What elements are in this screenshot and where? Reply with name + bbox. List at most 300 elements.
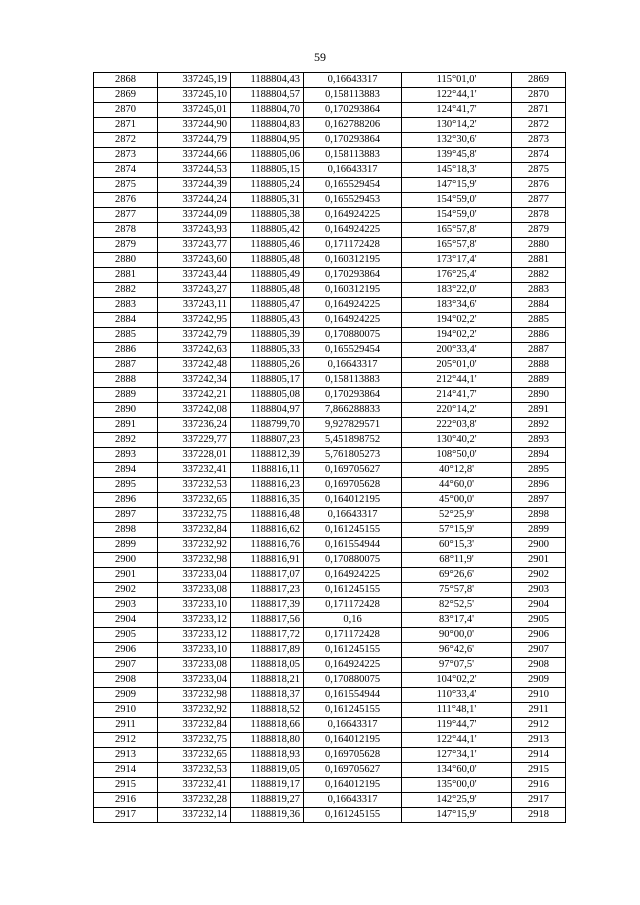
table-row (94, 208, 566, 223)
next-point-cell: 2913 (512, 733, 566, 748)
y-coordinate-cell: 1188817,72 (231, 628, 304, 643)
distance-cell: 0,16643317 (304, 73, 402, 88)
distance-cell: 0,164924225 (304, 298, 402, 313)
direction-angle-cell: 57°15,9' (402, 523, 512, 538)
table-row (94, 238, 566, 253)
coordinates-table-body (94, 73, 566, 823)
x-coordinate-cell: 337232,75 (158, 508, 231, 523)
next-point-cell: 2915 (512, 763, 566, 778)
x-coordinate-cell: 337232,53 (158, 763, 231, 778)
next-point-cell: 2910 (512, 688, 566, 703)
direction-angle-cell: 222°03,8' (402, 418, 512, 433)
x-coordinate-cell: 337233,12 (158, 628, 231, 643)
x-coordinate-cell: 337232,65 (158, 493, 231, 508)
next-point-cell: 2891 (512, 403, 566, 418)
direction-angle-cell: 165°57,8' (402, 223, 512, 238)
x-coordinate-cell: 337244,24 (158, 193, 231, 208)
distance-cell: 0,161245155 (304, 583, 402, 598)
distance-cell: 0,170293864 (304, 133, 402, 148)
y-coordinate-cell: 1188805,06 (231, 148, 304, 163)
x-coordinate-cell: 337232,53 (158, 478, 231, 493)
x-coordinate-cell: 337243,60 (158, 253, 231, 268)
x-coordinate-cell: 337233,10 (158, 643, 231, 658)
next-point-cell: 2897 (512, 493, 566, 508)
table-row (94, 763, 566, 778)
distance-cell: 0,16 (304, 613, 402, 628)
next-point-cell: 2884 (512, 298, 566, 313)
direction-angle-cell: 145°18,3' (402, 163, 512, 178)
point-number-cell: 2878 (94, 223, 158, 238)
x-coordinate-cell: 337232,28 (158, 793, 231, 808)
next-point-cell: 2875 (512, 163, 566, 178)
x-coordinate-cell: 337232,92 (158, 538, 231, 553)
distance-cell: 0,161554944 (304, 688, 402, 703)
distance-cell: 5,761805273 (304, 448, 402, 463)
distance-cell: 0,171172428 (304, 628, 402, 643)
point-number-cell: 2890 (94, 403, 158, 418)
direction-angle-cell: 183°34,6' (402, 298, 512, 313)
distance-cell: 0,170880075 (304, 673, 402, 688)
point-number-cell: 2900 (94, 553, 158, 568)
distance-cell: 0,16643317 (304, 793, 402, 808)
table-row (94, 448, 566, 463)
next-point-cell: 2879 (512, 223, 566, 238)
point-number-cell: 2885 (94, 328, 158, 343)
y-coordinate-cell: 1188804,43 (231, 73, 304, 88)
direction-angle-cell: 176°25,4' (402, 268, 512, 283)
table-row (94, 478, 566, 493)
y-coordinate-cell: 1188817,39 (231, 598, 304, 613)
next-point-cell: 2892 (512, 418, 566, 433)
direction-angle-cell: 75°57,8' (402, 583, 512, 598)
x-coordinate-cell: 337232,98 (158, 688, 231, 703)
page-number: 59 (314, 50, 326, 64)
direction-angle-cell: 139°45,8' (402, 148, 512, 163)
y-coordinate-cell: 1188816,23 (231, 478, 304, 493)
distance-cell: 0,16643317 (304, 358, 402, 373)
table-row (94, 313, 566, 328)
point-number-cell: 2911 (94, 718, 158, 733)
direction-angle-cell: 96°42,6' (402, 643, 512, 658)
y-coordinate-cell: 1188817,56 (231, 613, 304, 628)
y-coordinate-cell: 1188805,48 (231, 283, 304, 298)
distance-cell: 0,164012195 (304, 778, 402, 793)
x-coordinate-cell: 337232,14 (158, 808, 231, 823)
distance-cell: 0,158113883 (304, 373, 402, 388)
distance-cell: 0,16643317 (304, 163, 402, 178)
y-coordinate-cell: 1188805,47 (231, 298, 304, 313)
y-coordinate-cell: 1188816,11 (231, 463, 304, 478)
point-number-cell: 2912 (94, 733, 158, 748)
y-coordinate-cell: 1188804,97 (231, 403, 304, 418)
point-number-cell: 2893 (94, 448, 158, 463)
point-number-cell: 2892 (94, 433, 158, 448)
x-coordinate-cell: 337244,09 (158, 208, 231, 223)
point-number-cell: 2887 (94, 358, 158, 373)
direction-angle-cell: 45°00,0' (402, 493, 512, 508)
table-row (94, 148, 566, 163)
table-row (94, 568, 566, 583)
direction-angle-cell: 154°59,0' (402, 208, 512, 223)
y-coordinate-cell: 1188812,39 (231, 448, 304, 463)
point-number-cell: 2869 (94, 88, 158, 103)
table-row (94, 598, 566, 613)
next-point-cell: 2874 (512, 148, 566, 163)
x-coordinate-cell: 337242,21 (158, 388, 231, 403)
next-point-cell: 2918 (512, 808, 566, 823)
x-coordinate-cell: 337243,93 (158, 223, 231, 238)
y-coordinate-cell: 1188818,66 (231, 718, 304, 733)
next-point-cell: 2893 (512, 433, 566, 448)
point-number-cell: 2886 (94, 343, 158, 358)
next-point-cell: 2895 (512, 463, 566, 478)
distance-cell: 0,158113883 (304, 148, 402, 163)
distance-cell: 0,170880075 (304, 328, 402, 343)
point-number-cell: 2879 (94, 238, 158, 253)
direction-angle-cell: 122°44,1' (402, 733, 512, 748)
y-coordinate-cell: 1188805,31 (231, 193, 304, 208)
x-coordinate-cell: 337236,24 (158, 418, 231, 433)
next-point-cell: 2905 (512, 613, 566, 628)
y-coordinate-cell: 1188819,05 (231, 763, 304, 778)
y-coordinate-cell: 1188816,35 (231, 493, 304, 508)
distance-cell: 0,164924225 (304, 208, 402, 223)
y-coordinate-cell: 1188816,76 (231, 538, 304, 553)
y-coordinate-cell: 1188819,17 (231, 778, 304, 793)
table-row (94, 688, 566, 703)
x-coordinate-cell: 337243,77 (158, 238, 231, 253)
y-coordinate-cell: 1188805,39 (231, 328, 304, 343)
next-point-cell: 2917 (512, 793, 566, 808)
next-point-cell: 2883 (512, 283, 566, 298)
point-number-cell: 2908 (94, 673, 158, 688)
distance-cell: 7,866288833 (304, 403, 402, 418)
y-coordinate-cell: 1188804,70 (231, 103, 304, 118)
point-number-cell: 2883 (94, 298, 158, 313)
table-row (94, 628, 566, 643)
direction-angle-cell: 194°02,2' (402, 328, 512, 343)
y-coordinate-cell: 1188805,42 (231, 223, 304, 238)
direction-angle-cell: 60°15,3' (402, 538, 512, 553)
point-number-cell: 2876 (94, 193, 158, 208)
table-row (94, 388, 566, 403)
point-number-cell: 2904 (94, 613, 158, 628)
next-point-cell: 2887 (512, 343, 566, 358)
direction-angle-cell: 97°07,5' (402, 658, 512, 673)
point-number-cell: 2877 (94, 208, 158, 223)
distance-cell: 0,165529454 (304, 178, 402, 193)
direction-angle-cell: 165°57,8' (402, 238, 512, 253)
point-number-cell: 2872 (94, 133, 158, 148)
point-number-cell: 2871 (94, 118, 158, 133)
x-coordinate-cell: 337232,41 (158, 778, 231, 793)
point-number-cell: 2899 (94, 538, 158, 553)
y-coordinate-cell: 1188805,49 (231, 268, 304, 283)
x-coordinate-cell: 337242,95 (158, 313, 231, 328)
next-point-cell: 2888 (512, 358, 566, 373)
x-coordinate-cell: 337242,48 (158, 358, 231, 373)
distance-cell: 0,162788206 (304, 118, 402, 133)
x-coordinate-cell: 337229,77 (158, 433, 231, 448)
next-point-cell: 2916 (512, 778, 566, 793)
direction-angle-cell: 214°41,7' (402, 388, 512, 403)
direction-angle-cell: 220°14,2' (402, 403, 512, 418)
direction-angle-cell: 134°60,0' (402, 763, 512, 778)
point-number-cell: 2906 (94, 643, 158, 658)
direction-angle-cell: 154°59,0' (402, 193, 512, 208)
distance-cell: 0,170293864 (304, 388, 402, 403)
table-row (94, 73, 566, 88)
x-coordinate-cell: 337233,04 (158, 673, 231, 688)
direction-angle-cell: 83°17,4' (402, 613, 512, 628)
table-row (94, 523, 566, 538)
direction-angle-cell: 110°33,4' (402, 688, 512, 703)
y-coordinate-cell: 1188819,36 (231, 808, 304, 823)
point-number-cell: 2884 (94, 313, 158, 328)
direction-angle-cell: 69°26,6' (402, 568, 512, 583)
table-row (94, 103, 566, 118)
point-number-cell: 2875 (94, 178, 158, 193)
next-point-cell: 2886 (512, 328, 566, 343)
next-point-cell: 2870 (512, 88, 566, 103)
next-point-cell: 2911 (512, 703, 566, 718)
direction-angle-cell: 44°60,0' (402, 478, 512, 493)
next-point-cell: 2912 (512, 718, 566, 733)
table-row (94, 268, 566, 283)
point-number-cell: 2901 (94, 568, 158, 583)
direction-angle-cell: 130°40,2' (402, 433, 512, 448)
distance-cell: 0,164924225 (304, 568, 402, 583)
distance-cell: 0,164012195 (304, 493, 402, 508)
table-row (94, 778, 566, 793)
y-coordinate-cell: 1188805,26 (231, 358, 304, 373)
next-point-cell: 2900 (512, 538, 566, 553)
table-row (94, 673, 566, 688)
direction-angle-cell: 104°02,2' (402, 673, 512, 688)
table-row (94, 748, 566, 763)
direction-angle-cell: 68°11,9' (402, 553, 512, 568)
point-number-cell: 2894 (94, 463, 158, 478)
next-point-cell: 2907 (512, 643, 566, 658)
y-coordinate-cell: 1188805,33 (231, 343, 304, 358)
direction-angle-cell: 111°48,1' (402, 703, 512, 718)
x-coordinate-cell: 337232,41 (158, 463, 231, 478)
next-point-cell: 2872 (512, 118, 566, 133)
x-coordinate-cell: 337233,10 (158, 598, 231, 613)
point-number-cell: 2913 (94, 748, 158, 763)
distance-cell: 0,16643317 (304, 718, 402, 733)
distance-cell: 0,161245155 (304, 703, 402, 718)
y-coordinate-cell: 1188817,89 (231, 643, 304, 658)
distance-cell: 0,16643317 (304, 508, 402, 523)
distance-cell: 0,171172428 (304, 238, 402, 253)
table-row (94, 538, 566, 553)
direction-angle-cell: 212°44,1' (402, 373, 512, 388)
next-point-cell: 2877 (512, 193, 566, 208)
x-coordinate-cell: 337243,11 (158, 298, 231, 313)
point-number-cell: 2917 (94, 808, 158, 823)
direction-angle-cell: 130°14,2' (402, 118, 512, 133)
x-coordinate-cell: 337245,10 (158, 88, 231, 103)
table-row (94, 253, 566, 268)
direction-angle-cell: 127°34,1' (402, 748, 512, 763)
point-number-cell: 2880 (94, 253, 158, 268)
next-point-cell: 2904 (512, 598, 566, 613)
table-row (94, 328, 566, 343)
next-point-cell: 2882 (512, 268, 566, 283)
next-point-cell: 2902 (512, 568, 566, 583)
table-row (94, 808, 566, 823)
point-number-cell: 2915 (94, 778, 158, 793)
distance-cell: 0,161554944 (304, 538, 402, 553)
point-number-cell: 2897 (94, 508, 158, 523)
next-point-cell: 2889 (512, 373, 566, 388)
x-coordinate-cell: 337232,84 (158, 523, 231, 538)
x-coordinate-cell: 337244,39 (158, 178, 231, 193)
direction-angle-cell: 147°15,9' (402, 178, 512, 193)
next-point-cell: 2869 (512, 73, 566, 88)
table-row (94, 643, 566, 658)
direction-angle-cell: 124°41,7' (402, 103, 512, 118)
point-number-cell: 2896 (94, 493, 158, 508)
y-coordinate-cell: 1188805,24 (231, 178, 304, 193)
table-row (94, 583, 566, 598)
x-coordinate-cell: 337244,90 (158, 118, 231, 133)
direction-angle-cell: 90°00,0' (402, 628, 512, 643)
distance-cell: 0,170293864 (304, 103, 402, 118)
table-row (94, 793, 566, 808)
x-coordinate-cell: 337244,66 (158, 148, 231, 163)
x-coordinate-cell: 337242,63 (158, 343, 231, 358)
coordinates-table (93, 72, 566, 823)
distance-cell: 0,161245155 (304, 643, 402, 658)
distance-cell: 0,169705627 (304, 463, 402, 478)
table-row (94, 358, 566, 373)
x-coordinate-cell: 337244,79 (158, 133, 231, 148)
y-coordinate-cell: 1188818,21 (231, 673, 304, 688)
y-coordinate-cell: 1188805,46 (231, 238, 304, 253)
table-row (94, 508, 566, 523)
table-row (94, 613, 566, 628)
table-row (94, 553, 566, 568)
y-coordinate-cell: 1188805,38 (231, 208, 304, 223)
table-row (94, 703, 566, 718)
point-number-cell: 2910 (94, 703, 158, 718)
x-coordinate-cell: 337243,44 (158, 268, 231, 283)
point-number-cell: 2891 (94, 418, 158, 433)
next-point-cell: 2871 (512, 103, 566, 118)
y-coordinate-cell: 1188817,23 (231, 583, 304, 598)
next-point-cell: 2876 (512, 178, 566, 193)
point-number-cell: 2895 (94, 478, 158, 493)
point-number-cell: 2909 (94, 688, 158, 703)
point-number-cell: 2873 (94, 148, 158, 163)
y-coordinate-cell: 1188807,23 (231, 433, 304, 448)
point-number-cell: 2881 (94, 268, 158, 283)
x-coordinate-cell: 337233,04 (158, 568, 231, 583)
y-coordinate-cell: 1188816,62 (231, 523, 304, 538)
distance-cell: 0,158113883 (304, 88, 402, 103)
direction-angle-cell: 82°52,5' (402, 598, 512, 613)
next-point-cell: 2914 (512, 748, 566, 763)
point-number-cell: 2905 (94, 628, 158, 643)
x-coordinate-cell: 337232,65 (158, 748, 231, 763)
distance-cell: 0,165529454 (304, 343, 402, 358)
distance-cell: 0,164924225 (304, 658, 402, 673)
x-coordinate-cell: 337242,34 (158, 373, 231, 388)
point-number-cell: 2903 (94, 598, 158, 613)
point-number-cell: 2914 (94, 763, 158, 778)
next-point-cell: 2894 (512, 448, 566, 463)
next-point-cell: 2878 (512, 208, 566, 223)
table-row (94, 463, 566, 478)
direction-angle-cell: 135°00,0' (402, 778, 512, 793)
direction-angle-cell: 142°25,9' (402, 793, 512, 808)
y-coordinate-cell: 1188818,52 (231, 703, 304, 718)
distance-cell: 0,164924225 (304, 313, 402, 328)
table-row (94, 403, 566, 418)
next-point-cell: 2908 (512, 658, 566, 673)
next-point-cell: 2898 (512, 508, 566, 523)
distance-cell: 0,164924225 (304, 223, 402, 238)
distance-cell: 0,170293864 (304, 268, 402, 283)
point-number-cell: 2888 (94, 373, 158, 388)
x-coordinate-cell: 337233,08 (158, 658, 231, 673)
y-coordinate-cell: 1188799,70 (231, 418, 304, 433)
table-row (94, 343, 566, 358)
distance-cell: 0,161245155 (304, 808, 402, 823)
point-number-cell: 2898 (94, 523, 158, 538)
table-row (94, 658, 566, 673)
x-coordinate-cell: 337242,79 (158, 328, 231, 343)
x-coordinate-cell: 337245,01 (158, 103, 231, 118)
table-row (94, 163, 566, 178)
next-point-cell: 2903 (512, 583, 566, 598)
table-row (94, 283, 566, 298)
table-row (94, 733, 566, 748)
table-row (94, 373, 566, 388)
y-coordinate-cell: 1188816,48 (231, 508, 304, 523)
table-row (94, 133, 566, 148)
y-coordinate-cell: 1188804,95 (231, 133, 304, 148)
table-row (94, 118, 566, 133)
table-row (94, 493, 566, 508)
table-row (94, 433, 566, 448)
direction-angle-cell: 108°50,0' (402, 448, 512, 463)
point-number-cell: 2916 (94, 793, 158, 808)
distance-cell: 9,927829571 (304, 418, 402, 433)
y-coordinate-cell: 1188805,17 (231, 373, 304, 388)
point-number-cell: 2874 (94, 163, 158, 178)
x-coordinate-cell: 337232,84 (158, 718, 231, 733)
next-point-cell: 2873 (512, 133, 566, 148)
direction-angle-cell: 40°12,8' (402, 463, 512, 478)
point-number-cell: 2889 (94, 388, 158, 403)
table-row (94, 298, 566, 313)
x-coordinate-cell: 337228,01 (158, 448, 231, 463)
y-coordinate-cell: 1188818,93 (231, 748, 304, 763)
point-number-cell: 2870 (94, 103, 158, 118)
direction-angle-cell: 52°25,9' (402, 508, 512, 523)
y-coordinate-cell: 1188805,48 (231, 253, 304, 268)
next-point-cell: 2890 (512, 388, 566, 403)
direction-angle-cell: 132°30,6' (402, 133, 512, 148)
next-point-cell: 2906 (512, 628, 566, 643)
x-coordinate-cell: 337233,08 (158, 583, 231, 598)
point-number-cell: 2907 (94, 658, 158, 673)
distance-cell: 0,170880075 (304, 553, 402, 568)
next-point-cell: 2885 (512, 313, 566, 328)
